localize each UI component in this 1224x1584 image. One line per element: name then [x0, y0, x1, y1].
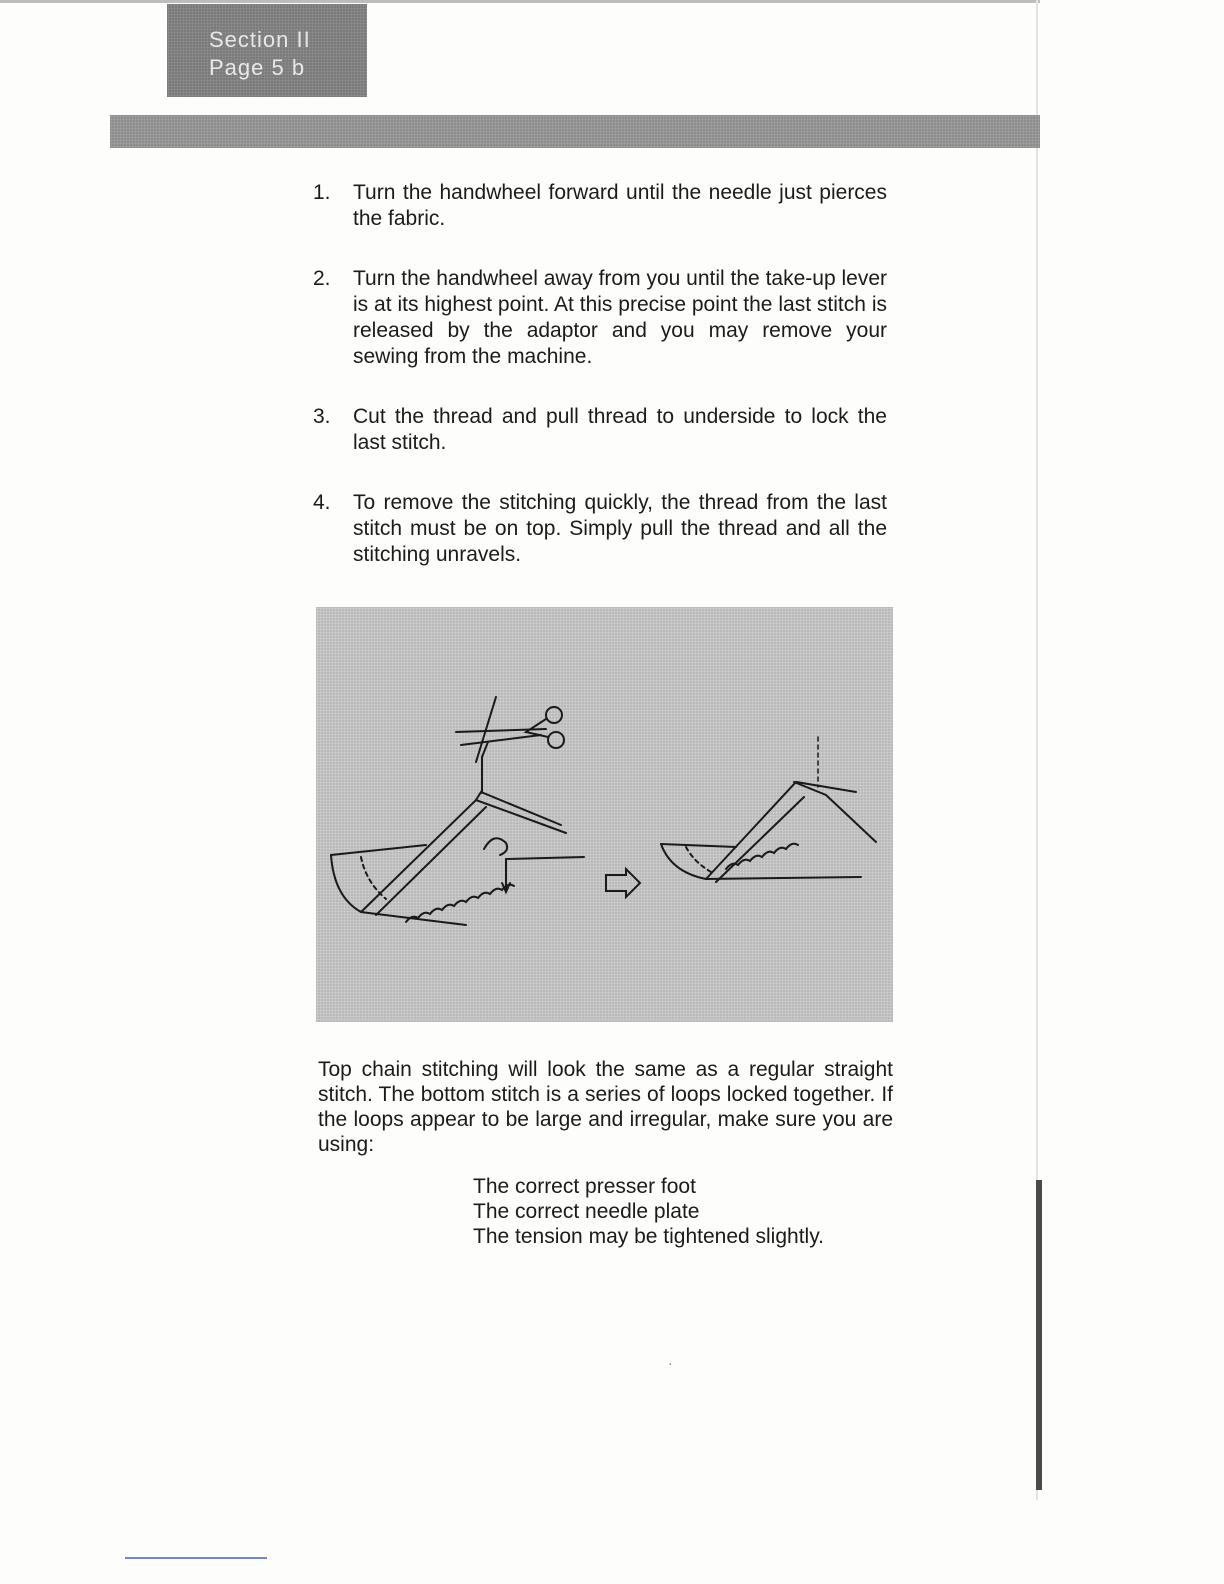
thread-loop: [484, 838, 507, 855]
fabric-edge: [661, 844, 736, 847]
section-label: Section II: [209, 27, 311, 52]
thread-to-scissors: [482, 742, 488, 793]
page-label: Page 5 b: [209, 55, 306, 80]
fabric-strip-edge: [716, 797, 804, 882]
list-item: [313, 266, 887, 370]
step-number: 2.: [313, 267, 331, 290]
checklist: [473, 1174, 824, 1249]
top-rule: [0, 0, 1040, 3]
illustration-drawing: [316, 607, 893, 1022]
list-item: The tension may be tightened slightly.: [473, 1225, 824, 1248]
print-speck: ·: [668, 1355, 673, 1371]
list-item: [313, 180, 887, 232]
thread-pull-line: [794, 782, 876, 842]
step-text: Turn the handwheel away from you until the take-up lever is at its highest point. At this precise point the last stitch is released by the adaptor and you may remove your sewing from the machine.: [353, 267, 887, 368]
fabric-fold: [331, 855, 466, 925]
scissors-icon: [456, 697, 564, 762]
list-item: [313, 404, 887, 456]
note-paragraph: Top chain stitching will look the same as a regular straight stitch. The bottom stitch is a series of loops locked together. If the loops appear to be large and irregular, make sure you are using:: [318, 1058, 893, 1156]
step-number: 4.: [313, 491, 331, 514]
fabric-strip-top: [476, 792, 561, 825]
bottom-underline: [125, 1557, 267, 1559]
list-item: The correct presser foot: [473, 1175, 696, 1198]
fabric-strip: [706, 782, 856, 879]
step-number: 3.: [313, 405, 331, 428]
step-text: Cut the thread and pull thread to underside to lock the last stitch.: [353, 405, 887, 454]
list-item: [313, 490, 887, 568]
fabric-strip: [361, 800, 566, 912]
fabric-fold: [661, 844, 861, 879]
step-text: To remove the stitching quickly, the thread from the last stitch must be on top. Simply pull the thread and all the stitching unravels.: [353, 491, 887, 566]
header-band: [110, 115, 1040, 148]
fold-guide: [686, 847, 711, 872]
step-number: 1.: [313, 181, 331, 204]
thread-line: [506, 857, 584, 859]
section-header-tab: [167, 4, 367, 97]
instruction-list: [313, 180, 887, 602]
arrow-right-icon: [606, 869, 640, 897]
step-text: Turn the handwheel forward until the needle just pierces the fabric.: [353, 181, 887, 230]
list-item: The correct needle plate: [473, 1200, 700, 1223]
stitching-illustration: [316, 607, 893, 1022]
chain-stitch-row: [406, 885, 514, 922]
page-edge-shadow: [1036, 1180, 1042, 1490]
fabric-edge: [331, 845, 426, 855]
